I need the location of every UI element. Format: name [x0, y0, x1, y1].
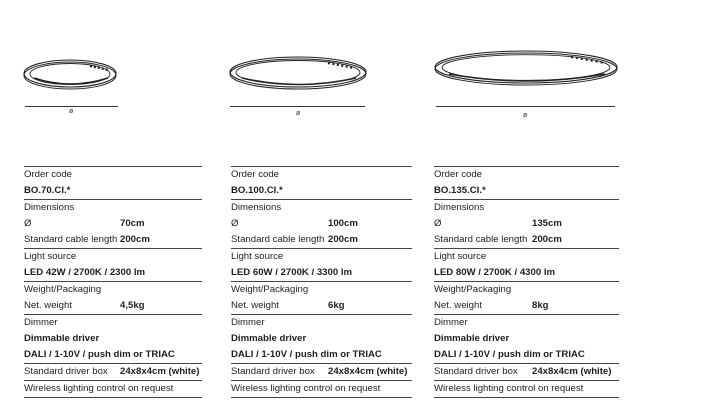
- order-code-label: Order code: [231, 169, 279, 180]
- order-code-label-row: [231, 166, 412, 183]
- dimmer-driver: Dimmable driver: [24, 333, 100, 344]
- dimensions-label-row: [231, 199, 412, 216]
- dimmer-label: Dimmer: [24, 317, 58, 328]
- dimensions-label: Dimensions: [434, 202, 485, 213]
- driver-box-label: Standard driver box: [24, 366, 108, 377]
- cable-row: [434, 232, 619, 248]
- cable-row: [231, 232, 412, 248]
- dimmer-driver-row: [434, 331, 619, 347]
- ring-lamp-70-illustration: [22, 56, 120, 96]
- light-source-label: Light source: [231, 251, 284, 262]
- spec-table-70: [24, 166, 202, 397]
- dimensions-label: Dimensions: [231, 202, 282, 213]
- order-code-label-row: [24, 166, 202, 183]
- diameter-row: [434, 216, 619, 232]
- dimmer-options-row: [231, 347, 412, 363]
- light-source-label: Light source: [434, 251, 487, 262]
- order-code-label: Order code: [434, 169, 482, 180]
- light-source-label-row: [24, 248, 202, 265]
- order-code-label-row: [434, 166, 619, 183]
- wireless-row: [231, 380, 412, 397]
- order-code: BO.70.CI.*: [24, 185, 71, 196]
- cable-label: Standard cable length: [24, 234, 118, 245]
- table-bottom-rule: [24, 397, 202, 398]
- dimmer-label: Dimmer: [231, 317, 265, 328]
- dimmer-label-row: [434, 314, 619, 331]
- diameter-symbol: ø: [69, 108, 74, 115]
- order-code: BO.100.CI.*: [231, 185, 283, 196]
- weight-pack-label: Weight/Packaging: [434, 284, 512, 295]
- dimmer-label-row: [24, 314, 202, 331]
- diameter-row: [231, 216, 412, 232]
- dimmer-driver: Dimmable driver: [434, 333, 510, 344]
- weight-pack-label-row: [434, 281, 619, 298]
- cable-label: Standard cable length: [434, 234, 528, 245]
- diameter-symbol: ø: [523, 112, 528, 119]
- driver-box-value: 24x8x4cm (white): [328, 366, 408, 377]
- diameter-label: Ø: [231, 218, 239, 229]
- dimmer-driver-row: [24, 331, 202, 347]
- dimmer-label: Dimmer: [434, 317, 468, 328]
- weight-pack-label: Weight/Packaging: [231, 284, 309, 295]
- light-source-row: [434, 265, 619, 281]
- net-weight-label: Net. weight: [434, 300, 482, 311]
- net-weight-label: Net. weight: [24, 300, 72, 311]
- wireless-note: Wireless lighting control on request: [231, 383, 381, 394]
- driver-box-value: 24x8x4cm (white): [120, 366, 200, 377]
- light-source-value: LED 80W / 2700K / 4300 lm: [434, 267, 556, 278]
- wireless-row: [434, 380, 619, 397]
- dimensions-label: Dimensions: [24, 202, 75, 213]
- dimensions-label-row: [24, 199, 202, 216]
- weight-pack-label-row: [231, 281, 412, 298]
- dimmer-label-row: [231, 314, 412, 331]
- cable-value: 200cm: [120, 234, 150, 245]
- diameter-label: Ø: [24, 218, 32, 229]
- dimmer-options-row: [24, 347, 202, 363]
- dimmer-options: DALI / 1-10V / push dim or TRIAC: [231, 349, 382, 360]
- wireless-row: [24, 380, 202, 397]
- diameter-label: Ø: [434, 218, 442, 229]
- driver-box-row: [434, 363, 619, 380]
- driver-box-label: Standard driver box: [434, 366, 518, 377]
- dimmer-options: DALI / 1-10V / push dim or TRIAC: [24, 349, 175, 360]
- net-weight-label: Net. weight: [231, 300, 279, 311]
- dimension-line: [230, 106, 365, 107]
- driver-box-label: Standard driver box: [231, 366, 315, 377]
- order-code-row: [231, 183, 412, 199]
- cable-value: 200cm: [532, 234, 562, 245]
- diameter-value: 135cm: [532, 218, 562, 229]
- net-weight-row: [24, 298, 202, 314]
- dimmer-options: DALI / 1-10V / push dim or TRIAC: [434, 349, 585, 360]
- dimension-line: [436, 106, 615, 107]
- diameter-row: [24, 216, 202, 232]
- dimensions-label-row: [434, 199, 619, 216]
- driver-box-row: [24, 363, 202, 380]
- net-weight-value: 6kg: [328, 300, 345, 311]
- order-code-row: [24, 183, 202, 199]
- dimmer-driver: Dimmable driver: [231, 333, 307, 344]
- cable-row: [24, 232, 202, 248]
- light-source-label: Light source: [24, 251, 77, 262]
- dimmer-options-row: [434, 347, 619, 363]
- light-source-row: [231, 265, 412, 281]
- net-weight-row: [434, 298, 619, 314]
- light-source-row: [24, 265, 202, 281]
- spec-table-100: [231, 166, 412, 397]
- driver-box-value: 24x8x4cm (white): [532, 366, 612, 377]
- net-weight-row: [231, 298, 412, 314]
- diameter-value: 70cm: [120, 218, 145, 229]
- light-source-label-row: [231, 248, 412, 265]
- dimension-line: [25, 106, 118, 107]
- order-code-label: Order code: [24, 169, 72, 180]
- table-bottom-rule: [434, 397, 619, 398]
- wireless-note: Wireless lighting control on request: [24, 383, 174, 394]
- order-code: BO.135.CI.*: [434, 185, 486, 196]
- wireless-note: Wireless lighting control on request: [434, 383, 584, 394]
- weight-pack-label-row: [24, 281, 202, 298]
- diameter-value: 100cm: [328, 218, 358, 229]
- dimmer-driver-row: [231, 331, 412, 347]
- cable-label: Standard cable length: [231, 234, 325, 245]
- net-weight-value: 4,5kg: [120, 300, 145, 311]
- cable-value: 200cm: [328, 234, 358, 245]
- light-source-label-row: [434, 248, 619, 265]
- ring-lamp-100-illustration: [228, 54, 370, 96]
- light-source-value: LED 42W / 2700K / 2300 lm: [24, 267, 146, 278]
- diameter-symbol: ø: [296, 110, 301, 117]
- light-source-value: LED 60W / 2700K / 3300 lm: [231, 267, 353, 278]
- driver-box-row: [231, 363, 412, 380]
- weight-pack-label: Weight/Packaging: [24, 284, 102, 295]
- ring-lamp-135-illustration: [433, 48, 621, 92]
- spec-table-135: [434, 166, 619, 397]
- table-bottom-rule: [231, 397, 412, 398]
- order-code-row: [434, 183, 619, 199]
- net-weight-value: 8kg: [532, 300, 549, 311]
